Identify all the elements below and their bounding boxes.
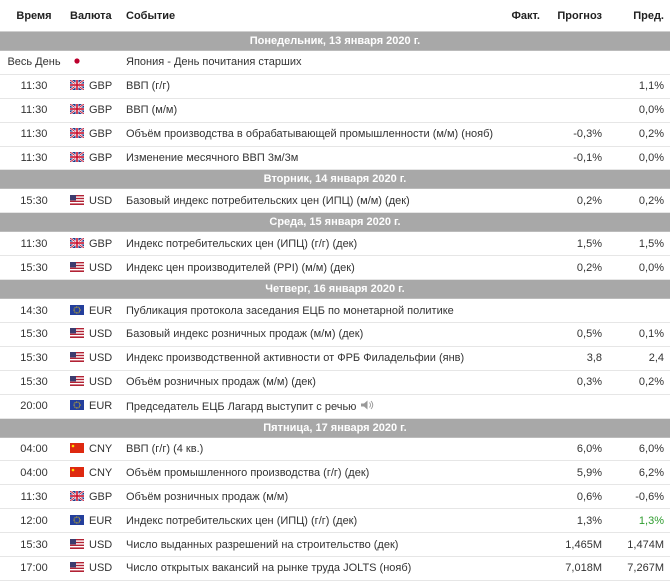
- event-previous: 0,0%: [608, 256, 670, 280]
- event-title[interactable]: [124, 557, 490, 581]
- event-actual: [490, 346, 546, 370]
- event-time: 15:30: [0, 256, 68, 280]
- event-actual: [490, 370, 546, 394]
- event-forecast: 0,6%: [546, 485, 608, 509]
- currency-code: USD: [89, 328, 113, 341]
- uk-flag-icon: [70, 152, 84, 162]
- event-title[interactable]: [124, 256, 490, 280]
- event-title[interactable]: [124, 74, 490, 98]
- event-title[interactable]: [124, 533, 490, 557]
- event-forecast: -0,1%: [546, 146, 608, 170]
- event-time: 14:30: [0, 299, 68, 323]
- currency-code: USD: [89, 261, 113, 274]
- event-previous: [608, 299, 670, 323]
- day-separator-row: [0, 418, 670, 437]
- event-currency: [68, 232, 124, 256]
- event-title-text[interactable]: Число открытых вакансий на рынке труда JOLTS (нояб): [126, 562, 412, 575]
- event-previous: 0,2%: [608, 370, 670, 394]
- event-row[interactable]: [0, 509, 670, 533]
- event-title-text[interactable]: Базовый индекс розничных продаж (м/м) (дек): [126, 328, 364, 341]
- event-title-text[interactable]: ВВП (г/г): [126, 80, 171, 93]
- event-row[interactable]: [0, 299, 670, 323]
- event-previous: -0,6%: [608, 485, 670, 509]
- currency-code: USD: [89, 352, 113, 365]
- event-time: 17:00: [0, 557, 68, 581]
- event-title-text[interactable]: Индекс потребительских цен (ИПЦ) (г/г) (дек): [126, 514, 358, 527]
- event-currency: [68, 557, 124, 581]
- currency-code: CNY: [89, 466, 113, 479]
- event-time: 15:30: [0, 346, 68, 370]
- currency-code: USD: [89, 194, 113, 207]
- uk-flag-icon: [70, 491, 84, 501]
- event-forecast: 0,2%: [546, 256, 608, 280]
- event-row[interactable]: [0, 189, 670, 213]
- event-actual: [490, 394, 546, 418]
- event-forecast: 6,0%: [546, 437, 608, 461]
- event-currency: [68, 122, 124, 146]
- event-time: Весь День: [0, 51, 68, 75]
- day-separator-row: [0, 170, 670, 189]
- event-currency: [68, 146, 124, 170]
- event-time: 04:00: [0, 437, 68, 461]
- event-forecast: 1,3%: [546, 509, 608, 533]
- day-separator-row: [0, 213, 670, 232]
- event-currency: [68, 533, 124, 557]
- event-currency: [68, 74, 124, 98]
- event-previous: 0,1%: [608, 323, 670, 347]
- event-row[interactable]: [0, 394, 670, 418]
- event-actual: [490, 98, 546, 122]
- event-actual: [490, 51, 546, 75]
- event-title[interactable]: [124, 485, 490, 509]
- event-time: 12:00: [0, 509, 68, 533]
- event-currency: [68, 98, 124, 122]
- currency-code: USD: [89, 562, 113, 575]
- event-previous: 1,5%: [608, 232, 670, 256]
- event-currency: [68, 189, 124, 213]
- event-previous: 0,2%: [608, 189, 670, 213]
- uk-flag-icon: [70, 80, 84, 90]
- china-flag-icon: [70, 467, 84, 477]
- event-actual: [490, 437, 546, 461]
- event-forecast: 0,2%: [546, 189, 608, 213]
- event-title-text[interactable]: Объём промышленного производства (г/г) (дек): [126, 466, 370, 479]
- japan-flag-icon: [70, 56, 84, 66]
- uk-flag-icon: [70, 238, 84, 248]
- event-previous: 6,2%: [608, 461, 670, 485]
- event-title[interactable]: [124, 323, 490, 347]
- event-previous: 0,2%: [608, 122, 670, 146]
- uk-flag-icon: [70, 104, 84, 114]
- event-currency: [68, 485, 124, 509]
- event-title[interactable]: [124, 461, 490, 485]
- event-actual: [490, 557, 546, 581]
- event-title[interactable]: [124, 394, 490, 418]
- event-title-text[interactable]: ВВП (м/м): [126, 104, 178, 117]
- event-row[interactable]: [0, 51, 670, 75]
- event-currency: [68, 370, 124, 394]
- event-previous: 1,1%: [608, 74, 670, 98]
- event-row[interactable]: [0, 323, 670, 347]
- currency-code: USD: [89, 376, 113, 389]
- us-flag-icon: [70, 262, 84, 272]
- event-forecast: [546, 74, 608, 98]
- event-forecast: [546, 98, 608, 122]
- event-row[interactable]: [0, 232, 670, 256]
- currency-code: EUR: [89, 304, 113, 317]
- event-title-text[interactable]: Индекс потребительских цен (ИПЦ) (г/г) (дек): [126, 237, 358, 250]
- currency-code: CNY: [89, 443, 113, 456]
- event-row[interactable]: [0, 461, 670, 485]
- day-label: Пятница, 17 января 2020 г.: [0, 418, 670, 437]
- speaker-icon: [360, 400, 374, 413]
- event-forecast: 0,5%: [546, 323, 608, 347]
- event-time: 11:30: [0, 232, 68, 256]
- event-title-text[interactable]: Объём розничных продаж (м/м) (дек): [126, 376, 316, 389]
- us-flag-icon: [70, 352, 84, 362]
- event-forecast: 1,5%: [546, 232, 608, 256]
- event-title-text[interactable]: Объём розничных продаж (м/м): [126, 490, 289, 503]
- currency-code: GBP: [89, 128, 113, 141]
- day-label: Среда, 15 января 2020 г.: [0, 213, 670, 232]
- currency-code: GBP: [89, 237, 113, 250]
- event-title-text[interactable]: ВВП (г/г) (4 кв.): [126, 443, 204, 456]
- event-title-text[interactable]: Число выданных разрешений на строительство (дек): [126, 538, 399, 551]
- event-forecast: 7,018M: [546, 557, 608, 581]
- event-forecast: [546, 394, 608, 418]
- event-row[interactable]: [0, 346, 670, 370]
- event-currency: [68, 299, 124, 323]
- header-actual[interactable]: Факт.: [490, 0, 546, 32]
- event-previous: 2,4: [608, 346, 670, 370]
- event-actual: [490, 232, 546, 256]
- event-previous: 0,0%: [608, 98, 670, 122]
- currency-code: EUR: [89, 400, 113, 413]
- eu-flag-icon: [70, 400, 84, 410]
- event-currency: [68, 323, 124, 347]
- event-title[interactable]: [124, 346, 490, 370]
- currency-code: GBP: [89, 152, 113, 164]
- event-title[interactable]: [124, 232, 490, 256]
- event-currency: [68, 394, 124, 418]
- event-currency: [68, 51, 124, 75]
- event-actual: [490, 146, 546, 170]
- event-title[interactable]: [124, 146, 490, 170]
- event-previous: 0,0%: [608, 146, 670, 170]
- header-event[interactable]: Событие: [124, 0, 490, 32]
- event-previous: 1,474M: [608, 533, 670, 557]
- event-title[interactable]: [124, 299, 490, 323]
- header-currency[interactable]: Валюта: [68, 0, 124, 32]
- china-flag-icon: [70, 443, 84, 453]
- eu-flag-icon: [70, 515, 84, 525]
- us-flag-icon: [70, 376, 84, 386]
- event-time: 11:30: [0, 74, 68, 98]
- day-separator-row: [0, 280, 670, 299]
- event-time: 04:00: [0, 461, 68, 485]
- event-actual: [490, 485, 546, 509]
- uk-flag-icon: [70, 128, 84, 138]
- event-time: 11:30: [0, 146, 68, 170]
- event-row[interactable]: [0, 533, 670, 557]
- event-time: 15:30: [0, 370, 68, 394]
- event-row[interactable]: [0, 146, 670, 170]
- event-title[interactable]: [124, 98, 490, 122]
- event-actual: [490, 299, 546, 323]
- currency-code: USD: [89, 538, 113, 551]
- eu-flag-icon: [70, 305, 84, 315]
- event-row[interactable]: [0, 485, 670, 509]
- event-forecast: [546, 51, 608, 75]
- event-time: 11:30: [0, 98, 68, 122]
- event-time: 15:30: [0, 189, 68, 213]
- event-row[interactable]: [0, 98, 670, 122]
- event-title[interactable]: [124, 509, 490, 533]
- event-time: 15:30: [0, 533, 68, 557]
- event-title-text[interactable]: Базовый индекс потребительских цен (ИПЦ) (м/м) (дек): [126, 194, 410, 207]
- event-title-text[interactable]: Индекс цен производителей (PPI) (м/м) (дек): [126, 261, 355, 274]
- event-previous: [608, 394, 670, 418]
- event-previous: 6,0%: [608, 437, 670, 461]
- event-row[interactable]: [0, 256, 670, 280]
- event-currency: [68, 509, 124, 533]
- event-title[interactable]: [124, 122, 494, 146]
- event-title-text[interactable]: Индекс производственной активности от ФРБ Филадельфии (янв): [126, 352, 465, 365]
- header-previous[interactable]: Пред.: [608, 0, 670, 32]
- event-forecast: 3,8: [546, 346, 608, 370]
- event-title-text[interactable]: Председатель ЕЦБ Лагард выступит с речью: [126, 400, 357, 413]
- event-forecast: -0,3%: [546, 122, 608, 146]
- header-row: [0, 0, 670, 32]
- event-forecast: 1,465M: [546, 533, 608, 557]
- event-title[interactable]: [124, 51, 490, 75]
- event-currency: [68, 437, 124, 461]
- day-label: Вторник, 14 января 2020 г.: [0, 170, 670, 189]
- event-previous: [608, 51, 670, 75]
- event-row[interactable]: [0, 370, 670, 394]
- day-label: Понедельник, 13 января 2020 г.: [0, 32, 670, 51]
- currency-code: EUR: [89, 514, 113, 527]
- event-actual: [490, 533, 546, 557]
- event-actual: [490, 256, 546, 280]
- event-title[interactable]: [124, 189, 490, 213]
- currency-code: GBP: [89, 104, 113, 117]
- us-flag-icon: [70, 539, 84, 549]
- event-currency: [68, 346, 124, 370]
- currency-code: GBP: [89, 80, 113, 93]
- event-actual: [490, 74, 546, 98]
- event-row[interactable]: [0, 122, 670, 146]
- event-actual: [490, 189, 546, 213]
- event-row[interactable]: [0, 437, 670, 461]
- day-label: Четверг, 16 января 2020 г.: [0, 280, 670, 299]
- event-time: 11:30: [0, 485, 68, 509]
- event-time: 11:30: [0, 122, 68, 146]
- header-time[interactable]: Время: [0, 0, 68, 32]
- event-time: 20:00: [0, 394, 68, 418]
- event-actual: [490, 461, 546, 485]
- event-row[interactable]: [0, 74, 670, 98]
- event-currency: [68, 461, 124, 485]
- us-flag-icon: [70, 328, 84, 338]
- event-title-text[interactable]: Изменение месячного ВВП 3м/3м: [126, 152, 299, 164]
- event-forecast: 5,9%: [546, 461, 608, 485]
- event-actual: [490, 509, 546, 533]
- event-forecast: [546, 299, 608, 323]
- event-forecast: 0,3%: [546, 370, 608, 394]
- currency-code: GBP: [89, 490, 113, 503]
- event-time: 15:30: [0, 323, 68, 347]
- event-title-text[interactable]: Публикация протокола заседания ЕЦБ по монетарной политике: [126, 304, 454, 317]
- event-actual: [490, 323, 546, 347]
- day-separator-row: [0, 32, 670, 51]
- event-previous: 7,267M: [608, 557, 670, 581]
- event-row[interactable]: [0, 557, 670, 581]
- event-title-text[interactable]: Япония - День почитания старших: [126, 56, 302, 69]
- event-previous: 1,3%: [608, 509, 670, 533]
- us-flag-icon: [70, 195, 84, 205]
- us-flag-icon: [70, 562, 84, 572]
- event-title[interactable]: [124, 370, 490, 394]
- event-currency: [68, 256, 124, 280]
- event-title[interactable]: [124, 437, 490, 461]
- event-title-text[interactable]: Объём производства в обрабатывающей промышленности (м/м) (нояб): [126, 128, 494, 141]
- event-actual: [490, 122, 546, 146]
- header-forecast[interactable]: Прогноз: [546, 0, 608, 32]
